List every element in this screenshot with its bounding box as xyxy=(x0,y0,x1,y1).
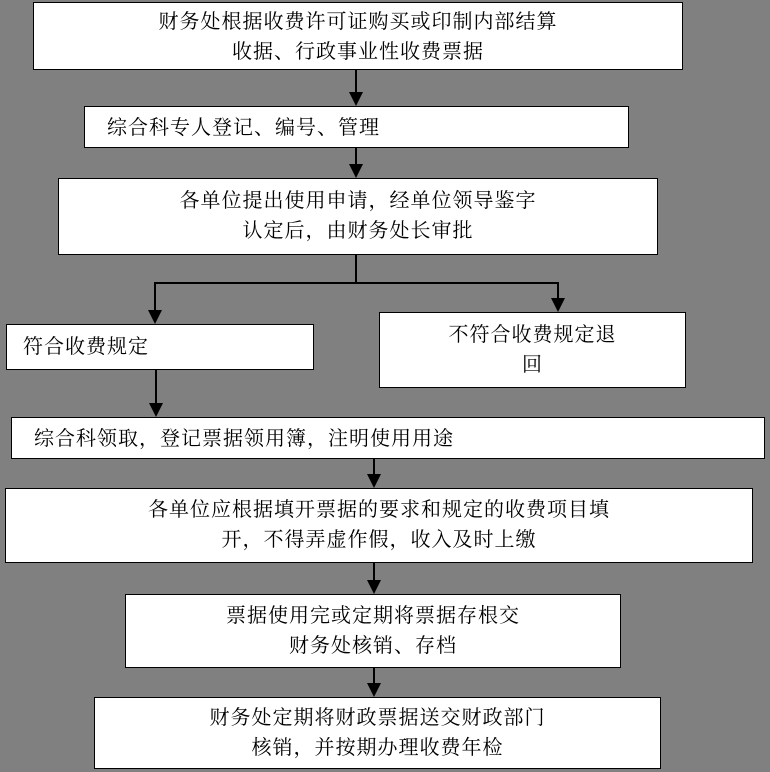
step-text-line: 财务处根据收费许可证购买或印制内部结算 xyxy=(158,9,558,33)
connector-line xyxy=(373,668,375,683)
step-text-line: 综合科专人登记、编号、管理 xyxy=(107,115,380,139)
arrow-down-icon xyxy=(367,474,381,488)
connector-line xyxy=(355,70,357,92)
connector-line xyxy=(154,282,559,284)
arrow-down-icon xyxy=(149,403,163,417)
arrow-down-icon xyxy=(349,92,363,106)
branch-text: 符合收费规定 xyxy=(23,334,149,358)
connector-line xyxy=(154,282,156,310)
branch-box-noncompliant-return xyxy=(379,312,686,388)
step-text-line: 开，不得弄虚作假，收入及时上缴 xyxy=(221,527,537,551)
arrow-down-icon xyxy=(148,310,162,324)
branch-box-compliant xyxy=(6,324,314,370)
branch-text-line: 回 xyxy=(522,352,543,376)
step-box-collect-register xyxy=(11,417,765,459)
step-text-line: 各单位应根据填开票据的要求和规定的收费项目填 xyxy=(148,497,610,521)
arrow-down-icon xyxy=(367,580,381,594)
branch-text-line: 不符合收费规定退 xyxy=(448,322,617,346)
connector-line xyxy=(355,148,357,164)
step-text-line: 财务处核销、存档 xyxy=(289,633,457,657)
connector-line xyxy=(155,370,157,403)
step-text-line: 各单位提出使用申请，经单位领导鉴字 xyxy=(179,188,537,212)
step-box-return-stubs xyxy=(125,594,621,668)
step-box-apply-approve xyxy=(58,178,658,255)
step-box-issue-receipts xyxy=(5,488,753,563)
step-text-line: 财务处定期将财政票据送交财政部门 xyxy=(209,705,546,729)
connector-line xyxy=(373,459,375,474)
step-box-purchase-receipts xyxy=(33,2,683,70)
step-text-line: 综合科领取，登记票据领用簿，注明使用用途 xyxy=(34,426,454,450)
step-text-line: 票据使用完或定期将票据存根交 xyxy=(226,603,520,627)
connector-line xyxy=(355,255,357,283)
arrow-down-icon xyxy=(551,298,565,312)
step-box-register-manage xyxy=(84,106,629,148)
connector-line xyxy=(557,282,559,298)
arrow-down-icon xyxy=(349,164,363,178)
step-box-annual-inspection xyxy=(94,697,661,769)
step-text-line: 认定后，由财务处长审批 xyxy=(242,218,474,242)
arrow-down-icon xyxy=(367,683,381,697)
step-text-line: 核销，并按期办理收费年检 xyxy=(251,735,504,759)
step-text-line: 收据、行政事业性收费票据 xyxy=(232,39,484,63)
connector-line xyxy=(373,563,375,580)
